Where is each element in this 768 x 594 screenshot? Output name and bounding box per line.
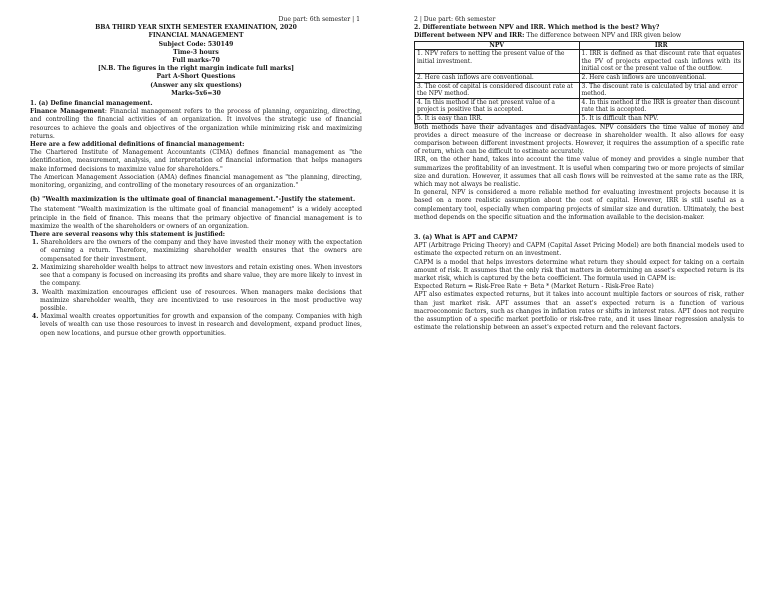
marks-scheme: Marks-5x6=30 [171,89,221,97]
table-cell: 1. NPV refers to netting the present value of the initial investment. [415,50,580,74]
table-row [415,114,744,123]
q1-heading: 1. (a) Define financial management. [30,100,153,108]
part-title: Part A-Short Questions [156,73,236,81]
table-cell: 4. In this method if the IRR is greater than discount rate that is accepted. [579,98,744,114]
q2-diff-label: Different between NPV and IRR: [414,32,525,40]
reason-item [30,289,362,314]
table-row [415,50,744,74]
q1b-reasons-heading: There are several reasons why this statement is justified: [30,231,225,239]
table-cell: 3. The cost of capital is considered discount rate at the NPV method. [415,82,580,98]
capm-formula: Expected Return = Risk-Free Rate + Beta * (Market Return - Risk-Free Rate) [414,283,654,291]
q1-cima-definition: The Chartered Institute of Management Accountants (CIMA) defines financial management as "the identification, measurement, analysis, and interpretation of financial information that helps managers make informed decisions to maximize value for shareholders." [30,149,362,173]
q2-paragraph: In general, NPV is considered a more reliable method for evaluating investment projects because it is based on a more realistic assumption about the cost of capital. However, IRR is still useful as a complementary tool, especially when comparing projects of similar size and duration. Ultimately, the best method depends on the specific situation and the information available to the decision-maker. [414,189,744,221]
table-row [415,73,744,82]
q1-definition [30,108,362,141]
q1b-text: The statement "Wealth maximization is the ultimate goal of financial management" is a widely accepted principle in the field of finance. This means that the primary objective of financial management is to maximize the wealth of the shareholders or owners of an organization. [30,206,362,230]
reason-text: Shareholders are the owners of the company and they have invested their money with the expectation of earning a return. Therefore, maximizing shareholder wealth ensures that the owners are compensated for their investment. [40,239,362,263]
table-cell: 5. It is easy than IRR. [415,114,580,123]
reason-item [30,313,362,338]
table-cell: 4. In this method if the net present value of a project is positive that is accepted. [415,98,580,114]
column-header-irr: IRR [579,41,744,50]
page-header-right: 2 | Due part: 6th semester [414,16,496,23]
q3-paragraph: APT also estimates expected returns, but it takes into account multiple factors or sources of risk, rather than just market risk. APT assumes that an asset's expected return is a function of various macroeconomic factors, such as changes in inflation rates or shifts in interest rates. APT does not require the assumption of a specific market portfolio or risk-free rate, and it uses linear regression analysis to estimate the relationship between an asset's expected return and the relevant factors. [414,291,744,332]
instruction: (Answer any six questions) [150,81,242,89]
table-cell: 2. Here cash inflows are unconventional. [579,73,744,82]
q3-paragraph: CAPM is a model that helps investors determine what return they should expect for taking on a certain amount of risk. It assumes that the only risk that matters in determining an asset's expected return is its market risk, which is captured by the beta coefficient. The formula used in CAPM is: [414,258,744,282]
subject-code: Subject Code: 530149 [158,40,234,48]
right-page [414,16,744,332]
table-row [415,98,744,114]
reason-item [30,239,362,264]
reason-text: Maximizing shareholder wealth helps to attract new investors and retain existing ones. When investors see that a company is focused on increasing its profits and share value, they are more likely to invest in the company. [40,263,362,288]
exam-time: Time-3 hours [173,48,219,56]
q1-definition-text: : Financial management refers to the process of planning, organizing, directing, and controlling the financial activities of an organization. It involves the strategic use of financial resources to achieve the goals and objectives of the organization while minimizing risk and maximizing returns. [30,108,362,140]
q1-ama-definition: The American Management Association (AMA) defines financial management as "the planning, directing, monitoring, organizing, and controlling of the monetary resources of an organization." [30,173,362,190]
table-row [415,82,744,98]
subject-name: FINANCIAL MANAGEMENT [148,32,244,40]
q2-diff-intro [414,32,744,40]
npv-irr-table [414,41,744,124]
q3-heading: 3. (a) What is APT and CAPM? [414,233,518,241]
page-header-left: Due part: 6th semester | 1 [278,16,360,23]
reason-number: 1. [32,239,39,247]
q2-diff-text: The difference between NPV and IRR given below [524,32,682,40]
q2-paragraph: Both methods have their advantages and disadvantages. NPV considers the time value of money and provides a direct measure of the increase or decrease in shareholder wealth. It also allows for easy comparison between different investment projects. However, it requires the assumption of a specific rate of return, which can be difficult to estimate accurately. [414,123,744,156]
reason-item [30,264,362,289]
reason-text: Maximal wealth creates opportunities for growth and expansion of the company. Companies with high levels of wealth can use those resources to invest in research and development, expand product lines, open new locations, and pursue other growth opportunities. [40,313,363,337]
q2-paragraph: IRR, on the other hand, takes into account the time value of money and provides a single number that summarizes the profitability of an investment. It is useful when comparing two or more projects of similar size and duration. However, it assumes that all cash flows will be reinvested at the same rate as the IRR, which may not always be realistic. [414,156,744,188]
q1-definition-label: Finance Management [30,108,105,116]
reason-number: 2. [32,263,39,271]
q2-heading: 2. Differentiate between NPV and IRR. Which method is the best? Why? [414,24,660,32]
reason-number: 3. [32,288,39,296]
table-cell: 5. It is difficult than NPV. [579,114,744,123]
q1-more-heading: Here are a few additional definitions of financial management: [30,141,245,149]
reason-number: 4. [32,313,39,321]
q3-paragraph: APT (Arbitrage Pricing Theory) and CAPM (Capital Asset Pricing Model) are both financial models used to estimate the expected return on an investment. [414,242,744,258]
table-cell: 1. IRR is defined as that discount rate that equates the PV of projects expected cash inflows with its initial cost or the present value of the outflow. [579,50,744,74]
full-marks: Full marks-70 [172,57,220,65]
table-cell: 2. Here cash inflows are conventional. [415,73,580,82]
left-page [30,16,362,338]
exam-title: BBA THIRD YEAR SIXTH SEMESTER EXAMINATION, 2020 [95,24,297,32]
column-header-npv: NPV [415,41,580,50]
table-cell: 3. The discount rate is calculated by trial and error method. [579,82,744,98]
nb-note: [N.B. The figures in the right margin indicate full marks] [97,65,295,73]
reason-text: Wealth maximization encourages efficient use of resources. When managers make decisions that maximize shareholder wealth, they are incentivized to use resources in the most productive way possible. [40,288,363,312]
table-header-row [415,41,744,50]
q1b-heading: (b) "Wealth maximization is the ultimate goal of financial management."-Justify the statement. [30,196,356,204]
